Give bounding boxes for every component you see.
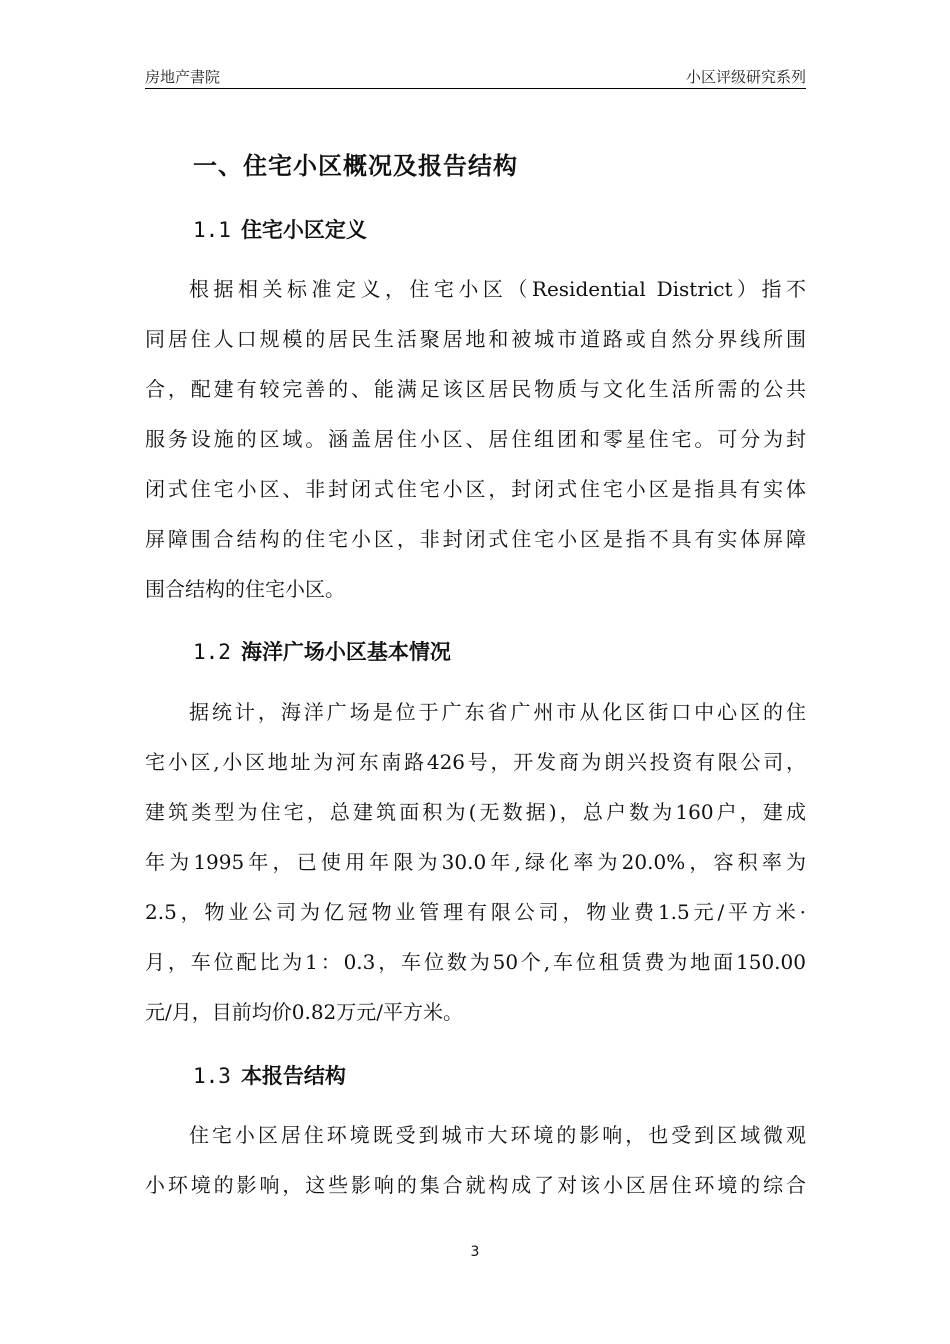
paragraph-line: 屏障围合结构的住宅小区，非封闭式住宅小区是指不具有实体屏障 <box>145 527 806 551</box>
header-left-text: 房地产書院 <box>145 68 221 86</box>
paragraph-line: 元/月，目前均价0.82万元/平方米。 <box>145 1000 464 1024</box>
paragraph-line: 宅小区,小区地址为河东南路426号，开发商为朗兴投资有限公司， <box>145 750 806 774</box>
section-number: 1.2 <box>193 640 231 664</box>
paragraph-line: 围合结构的住宅小区。 <box>145 577 345 601</box>
section-heading-1-1 <box>193 214 367 244</box>
page-number: 3 <box>470 1244 480 1260</box>
section-title: 海洋广场小区基本情况 <box>240 640 451 664</box>
section-heading-1-3 <box>193 1060 346 1090</box>
paragraph-line: 建筑类型为住宅，总建筑面积为(无数据)，总户数为160户，建成 <box>145 800 806 824</box>
paragraph-line: 闭式住宅小区、非封闭式住宅小区，封闭式住宅小区是指具有实体 <box>145 477 806 501</box>
section-heading-1-2 <box>193 636 451 666</box>
paragraph-line: 月，车位配比为1：0.3，车位数为50个,车位租赁费为地面150.00 <box>145 950 806 974</box>
section-title: 本报告结构 <box>240 1064 346 1088</box>
header-right-text: 小区评级研究系列 <box>685 68 806 86</box>
paragraph-line: 合，配建有较完善的、能满足该区居民物质与文化生活所需的公共 <box>145 377 806 401</box>
section-number: 1.1 <box>193 218 231 242</box>
chapter-heading: 一、住宅小区概况及报告结构 <box>193 152 518 180</box>
paragraph-line: 根据相关标准定义，住宅小区（Residential District）指不 <box>189 277 806 301</box>
paragraph-line: 住宅小区居住环境既受到城市大环境的影响，也受到区域微观 <box>189 1123 806 1147</box>
paragraph-line: 据统计，海洋广场是位于广东省广州市从化区街口中心区的住 <box>189 700 806 724</box>
paragraph-line: 服务设施的区域。涵盖居住小区、居住组团和零星住宅。可分为封 <box>145 427 806 451</box>
section-number: 1.3 <box>193 1064 231 1088</box>
paragraph-line: 同居住人口规模的居民生活聚居地和被城市道路或自然分界线所围 <box>145 327 806 351</box>
paragraph-line: 小环境的影响，这些影响的集合就构成了对该小区居住环境的综合 <box>145 1173 806 1197</box>
paragraph-line: 2.5，物业公司为亿冠物业管理有限公司，物业费1.5元/平方米· <box>145 900 806 924</box>
page-header <box>145 64 806 89</box>
section-title: 住宅小区定义 <box>240 218 367 242</box>
paragraph-line: 年为1995年，已使用年限为30.0年,绿化率为20.0%，容积率为 <box>145 850 806 874</box>
